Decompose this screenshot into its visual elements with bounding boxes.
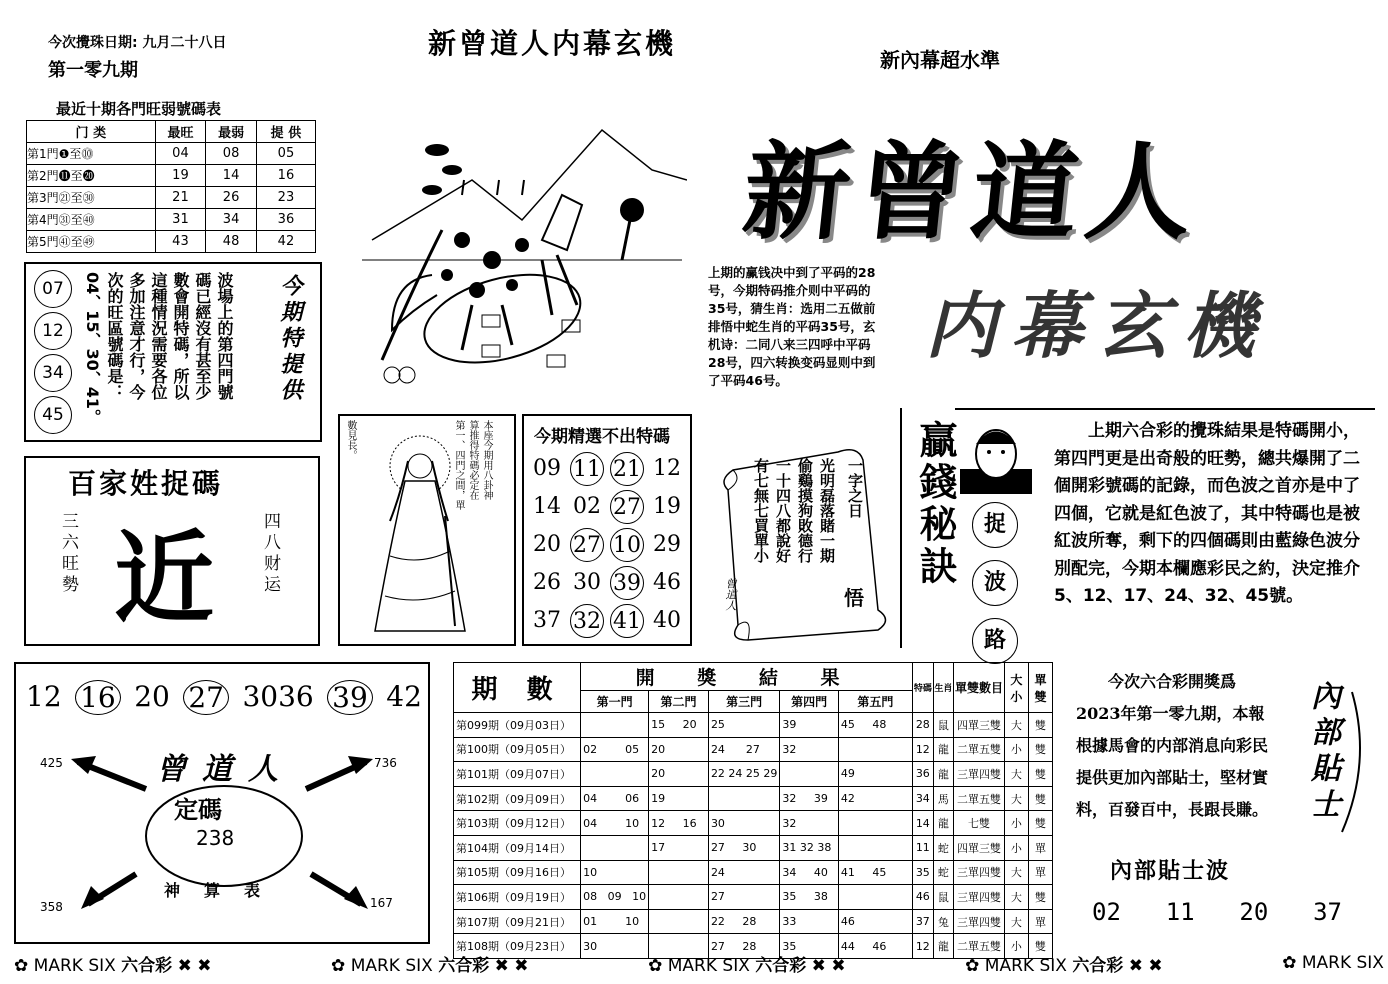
table-cell: 小 — [1004, 737, 1028, 762]
grid-number: 30 — [573, 570, 601, 595]
footer-group — [1282, 953, 1384, 973]
table-cell: 大 — [1004, 885, 1028, 910]
corner-number: 736 — [374, 756, 397, 770]
col-results: 開 獎 結 果 — [581, 663, 913, 691]
center-number: 238 — [196, 826, 235, 850]
fixed-number: 42 — [386, 680, 422, 713]
table-cell — [649, 885, 709, 910]
table-row — [454, 713, 1053, 738]
table-cell: 17 — [649, 835, 709, 860]
secret-circles — [972, 502, 1018, 664]
table-cell: 12 — [912, 934, 933, 959]
table-cell: 雙 — [1028, 713, 1052, 738]
footer-group — [331, 951, 528, 976]
mark-six-text: MARK SIX — [350, 955, 439, 976]
col-oe: 單雙 — [1028, 663, 1052, 713]
table-cell: 24 — [708, 860, 779, 885]
surname-box — [24, 456, 320, 646]
table-cell: 第100期（09月05日） — [454, 737, 581, 762]
fixed-number: 39 — [327, 680, 373, 715]
corner-number: 167 — [370, 896, 393, 910]
table-row — [454, 786, 1053, 811]
table-cell: 大 — [1004, 762, 1028, 787]
arc-top: 曾道人 — [156, 752, 294, 787]
table-cell: 第107期（09月21日） — [454, 909, 581, 934]
table-cell: 12 16 — [649, 811, 709, 836]
table-cell: 22 28 — [708, 909, 779, 934]
grid-number: 12 — [653, 456, 681, 481]
col-zodiac: 生肖 — [933, 663, 953, 713]
table-cell: 大 — [1004, 713, 1028, 738]
flower-icon: ✿ — [965, 955, 985, 976]
table-cell: 雙 — [1028, 737, 1052, 762]
table-cell: 龍 — [933, 762, 953, 787]
divider — [900, 408, 902, 648]
table-cell: 小 — [1004, 835, 1028, 860]
table-cell: 兔 — [933, 909, 953, 934]
table-cell: 雙 — [1028, 934, 1052, 959]
table-cell: 02 05 — [581, 737, 649, 762]
table-cell: 雙 — [1028, 811, 1052, 836]
center-title: 定碼 — [174, 796, 222, 824]
cross-icon: ✖ ✖ — [806, 955, 846, 976]
grid-number: 32 — [570, 604, 604, 638]
grid-number: 41 — [610, 604, 644, 638]
secret-circle: 捉 — [972, 502, 1018, 548]
scroll-text: 一字之日 光明磊落賭一期 偷鷄摸狗敗德行 一十四八都說好 有七無七買單小 — [752, 458, 864, 608]
table-cell: 35 38 — [780, 885, 838, 910]
table-cell: 單 — [1028, 909, 1052, 934]
mark-six-cn: 六合彩 — [438, 955, 490, 976]
col-special: 特碼 — [912, 663, 933, 713]
mark-six-cn: 六合彩 — [755, 955, 807, 976]
table-cell: 大 — [1004, 909, 1028, 934]
arrows-icon — [16, 664, 432, 946]
door-header: 第四門 — [780, 691, 838, 713]
table-cell — [838, 811, 912, 836]
table-cell: 34 — [912, 786, 933, 811]
table-cell — [780, 762, 838, 787]
table-cell: 第105期（09月16日） — [454, 860, 581, 885]
table-cell — [581, 713, 649, 738]
mark-six-text: MARK SIX — [667, 955, 756, 976]
flower-icon: ✿ — [648, 955, 668, 976]
table-cell: 25 — [708, 713, 779, 738]
grid-number: 39 — [610, 566, 644, 600]
big-title-line2: 内幕玄機 — [925, 283, 1270, 368]
mark-six-text: MARK SIX — [1301, 953, 1384, 973]
secret-circle: 波 — [972, 560, 1018, 606]
door-header: 第三門 — [708, 691, 779, 713]
door-header: 第二門 — [649, 691, 709, 713]
table-cell: 27 28 — [708, 934, 779, 959]
grid-number: 02 — [573, 494, 601, 519]
table-cell: 19 — [649, 786, 709, 811]
table-cell: 49 — [838, 762, 912, 787]
footer-group — [14, 951, 211, 976]
table-cell: 鼠 — [933, 713, 953, 738]
table-cell: 35 — [780, 934, 838, 959]
fixed-code-box — [14, 662, 430, 944]
zone-th: 最弱 — [206, 121, 257, 143]
page-subtitle: 新內幕超水準 — [880, 48, 1000, 72]
footer-bar — [14, 950, 1384, 976]
table-row — [454, 909, 1053, 934]
inside-tips-text: 今次六合彩開獎爲2023年第一零九期，本報根據馬會的内部消息向彩民提供更加內部貼士，堅材實料，百發百中，長跟長賺。 — [1076, 672, 1269, 819]
table-cell: 七雙 — [954, 811, 1005, 836]
zone-th: 提 供 — [256, 121, 315, 143]
table-cell: 龍 — [933, 934, 953, 959]
big-title-line1: 新曾道人 — [737, 129, 1207, 254]
flower-icon: ✿ — [1282, 953, 1302, 973]
table-cell: 蛇 — [933, 860, 953, 885]
table-cell: 08 09 10 — [581, 885, 649, 910]
tip-number: 02 — [1092, 898, 1121, 926]
no-special-title: 今期精選不出特碼 — [534, 427, 670, 447]
scroll-head: 一字之日 — [846, 458, 864, 518]
table-cell: 大 — [1004, 786, 1028, 811]
table-cell: 二單五雙 — [954, 786, 1005, 811]
table-cell: 04 10 — [581, 811, 649, 836]
table-cell: 34 40 — [780, 860, 838, 885]
table-cell: 雙 — [1028, 885, 1052, 910]
fixed-number: 27 — [183, 680, 229, 715]
hot-numbers-box — [24, 262, 322, 442]
table-cell: 龍 — [933, 737, 953, 762]
table-cell: 單 — [1028, 835, 1052, 860]
table-cell: 三單四雙 — [954, 885, 1005, 910]
table-row: 第1門❶至⓾ 04 08 05 — [27, 143, 316, 165]
avatar — [960, 414, 1032, 494]
table-row: 第5門㊶至㊾ 43 48 42 — [27, 231, 316, 253]
inside-tips-side: 內部貼士 — [1305, 680, 1340, 824]
surname-char: 近 — [114, 519, 214, 637]
cross-icon: ✖ ✖ — [172, 955, 212, 976]
table-cell: 36 — [912, 762, 933, 787]
inside-tips-label: 內部貼士波 — [1110, 859, 1231, 884]
table-cell — [649, 860, 709, 885]
table-cell: 46 — [912, 885, 933, 910]
table-cell: 20 — [649, 762, 709, 787]
table-cell: 35 — [912, 860, 933, 885]
flower-icon: ✿ — [14, 955, 34, 976]
table-cell: 鼠 — [933, 885, 953, 910]
grid-number: 46 — [653, 570, 681, 595]
table-cell: 22 24 25 29 — [708, 762, 779, 787]
table-cell — [581, 762, 649, 787]
table-cell: 20 — [649, 737, 709, 762]
grid-number: 11 — [570, 452, 604, 486]
footer-group — [965, 951, 1162, 976]
table-cell: 04 06 — [581, 786, 649, 811]
no-special-box — [522, 414, 692, 646]
zone-th: 最旺 — [155, 121, 206, 143]
mark-six-text: MARK SIX — [984, 955, 1073, 976]
table-cell — [838, 835, 912, 860]
grid-number: 14 — [533, 494, 561, 519]
col-size: 大小 — [1004, 663, 1028, 713]
table-cell: 27 — [708, 885, 779, 910]
table-cell: 39 — [780, 713, 838, 738]
grid-number: 09 — [533, 456, 561, 481]
table-cell: 第108期（09月23日） — [454, 934, 581, 959]
fixed-number: 20 — [134, 680, 170, 713]
table-cell: 二單五雙 — [954, 737, 1005, 762]
table-cell: 30 — [708, 811, 779, 836]
door-header: 第一門 — [581, 691, 649, 713]
door-header: 第五門 — [838, 691, 912, 713]
table-cell: 30 — [581, 934, 649, 959]
mark-six-cn: 六合彩 — [121, 955, 173, 976]
flower-icon: ✿ — [331, 955, 351, 976]
table-cell: 32 — [780, 811, 838, 836]
table-cell — [649, 909, 709, 934]
table-row: 第3門㉑至㉚ 21 26 23 — [27, 187, 316, 209]
commentary: 上期六合彩的攪珠結果是特碼開小，第四門更是出奇般的旺勢，總共爆開了二個開彩號碼的記錄，而色波之首亦是中了四個，它就是紅色波了，其中特碼也是被紅波所奪，剩下的四個碼則由藍綠色波分別配完，今期本欄應彩民之約，決定推介5、12、17、24、32、45號。 — [1054, 421, 1360, 606]
fixed-number: 12 — [26, 680, 62, 713]
hot-number: 34 — [34, 354, 72, 392]
table-cell: 28 — [912, 713, 933, 738]
table-cell: 二單五雙 — [954, 934, 1005, 959]
corner-number: 358 — [40, 900, 63, 914]
table-cell: 46 — [838, 909, 912, 934]
page-title: 新曾道人内幕玄機 — [428, 27, 677, 60]
table-cell: 龍 — [933, 811, 953, 836]
no-special-grid — [530, 452, 690, 642]
mark-six-cn: 六合彩 — [1072, 955, 1124, 976]
secret-circle: 路 — [972, 618, 1018, 664]
fixed-number: 3036 — [242, 680, 314, 713]
table-cell: 第102期（09月09日） — [454, 786, 581, 811]
zone-table — [26, 120, 316, 253]
table-cell — [581, 835, 649, 860]
secret-title: 贏錢秘訣 — [913, 420, 957, 588]
grid-number: 27 — [610, 490, 644, 524]
goddess-illustration — [360, 426, 470, 641]
table-cell: 三單四雙 — [954, 860, 1005, 885]
footer-group — [648, 951, 845, 976]
table-row — [454, 762, 1053, 787]
issue-number: 第一零九期 — [48, 60, 138, 81]
table-cell: 第101期（09月07日） — [454, 762, 581, 787]
tip-number: 20 — [1239, 898, 1269, 926]
table-row: 第2門⓫至⓴ 19 14 16 — [27, 165, 316, 187]
table-cell: 14 — [912, 811, 933, 836]
table-cell: 四單三雙 — [954, 835, 1005, 860]
grid-number: 10 — [610, 528, 644, 562]
draw-date: 今次攪珠日期: 九月二十八日 — [48, 35, 227, 51]
hot-number-list — [34, 270, 72, 434]
table-cell: 37 — [912, 909, 933, 934]
hot-number: 12 — [34, 312, 72, 350]
table-cell: 三單四雙 — [954, 762, 1005, 787]
divider — [955, 408, 1375, 410]
goddess-text-right: 本座今期用八卦神 算推得特碼必定在 第一、四門之間，單 — [453, 420, 492, 510]
cross-icon: ✖ ✖ — [489, 955, 529, 976]
table-row — [454, 737, 1053, 762]
table-row: 第4門㉛至㊵ 31 34 36 — [27, 209, 316, 231]
table-cell: 27 30 — [708, 835, 779, 860]
table-cell: 01 10 — [581, 909, 649, 934]
zone-th: 门 类 — [27, 121, 156, 143]
table-cell: 蛇 — [933, 835, 953, 860]
table-row — [454, 885, 1053, 910]
table-cell: 15 20 — [649, 713, 709, 738]
table-cell: 四單三雙 — [954, 713, 1005, 738]
tip-number: 37 — [1313, 898, 1342, 926]
table-cell: 41 45 — [838, 860, 912, 885]
goddess-box — [338, 414, 516, 646]
table-cell: 24 27 — [708, 737, 779, 762]
grid-number: 37 — [533, 608, 561, 633]
corner-number: 425 — [40, 756, 63, 770]
hot-box-text: 波場上的第四門號 碼已經沒有甚至少 數會開特碼，所以 這種情況需要各位 多加注意才行，今 次的旺區號碼是： 04、15、30、41。 — [83, 272, 234, 426]
table-cell: 33 — [780, 909, 838, 934]
table-cell: 11 — [912, 835, 933, 860]
fixed-number: 16 — [75, 680, 121, 715]
table-cell: 第099期（09月03日） — [454, 713, 581, 738]
col-oe-count: 單雙數目 — [954, 663, 1005, 713]
results-table — [453, 662, 1053, 959]
hot-number: 45 — [34, 396, 72, 434]
surname-right: 四八财运 — [260, 512, 280, 596]
grid-number: 21 — [610, 452, 644, 486]
tip-number: 11 — [1165, 898, 1195, 926]
table-cell: 大 — [1004, 860, 1028, 885]
grid-number: 20 — [533, 532, 561, 557]
table-cell: 45 48 — [838, 713, 912, 738]
table-cell: 10 — [581, 860, 649, 885]
cross-icon: ✖ ✖ — [1123, 955, 1163, 976]
col-issue: 期 數 — [454, 663, 581, 713]
table-cell: 第106期（09月19日） — [454, 885, 581, 910]
table-cell: 馬 — [933, 786, 953, 811]
table-cell: 單 — [1028, 860, 1052, 885]
table-row — [454, 835, 1053, 860]
mark-six-text: MARK SIX — [33, 955, 122, 976]
table-cell: 小 — [1004, 811, 1028, 836]
arc-bottom: 神算表 — [164, 881, 285, 900]
table-cell — [838, 885, 912, 910]
table-row — [454, 811, 1053, 836]
table-cell: 31 32 38 — [780, 835, 838, 860]
grid-number: 29 — [653, 532, 681, 557]
hot-number: 07 — [34, 270, 72, 308]
table-cell: 三單四雙 — [954, 909, 1005, 934]
table-cell: 雙 — [1028, 786, 1052, 811]
story-text: 上期的赢钱决中到了平码的28号，今期特码推介则中平码的35号，猜生肖：选用二五做前排悟中蛇生肖的平码35号，玄机诗：二同八来三四呼中平码28号，四六转换变码显则中到了平码46号。 — [708, 265, 876, 388]
goddess-text: 數見長。 — [345, 420, 356, 460]
grid-number: 40 — [653, 608, 681, 633]
table-cell: 雙 — [1028, 762, 1052, 787]
table-cell: 42 — [838, 786, 912, 811]
zone-table-caption: 最近十期各門旺弱號碼表 — [56, 100, 222, 118]
table-cell: 44 46 — [838, 934, 912, 959]
table-cell: 第103期（09月12日） — [454, 811, 581, 836]
table-cell — [708, 786, 779, 811]
table-cell: 小 — [1004, 934, 1028, 959]
grid-number: 27 — [570, 528, 604, 562]
table-cell: 32 39 — [780, 786, 838, 811]
horse-illustration — [352, 110, 687, 390]
scroll-sign: 曾道人 — [724, 578, 737, 611]
surname-left: 三六旺勢 — [58, 512, 78, 596]
grid-number: 19 — [653, 494, 681, 519]
scroll-key: 悟 — [844, 586, 864, 610]
inside-tips-numbers — [1092, 898, 1342, 926]
table-cell: 32 — [780, 737, 838, 762]
special-badge: 今期特提供 — [277, 274, 302, 404]
table-cell: 第104期（09月14日） — [454, 835, 581, 860]
table-cell: 12 — [912, 737, 933, 762]
table-row — [454, 860, 1053, 885]
table-cell — [838, 737, 912, 762]
surname-title: 百家姓捉碼 — [68, 467, 224, 500]
grid-number: 26 — [533, 570, 561, 595]
